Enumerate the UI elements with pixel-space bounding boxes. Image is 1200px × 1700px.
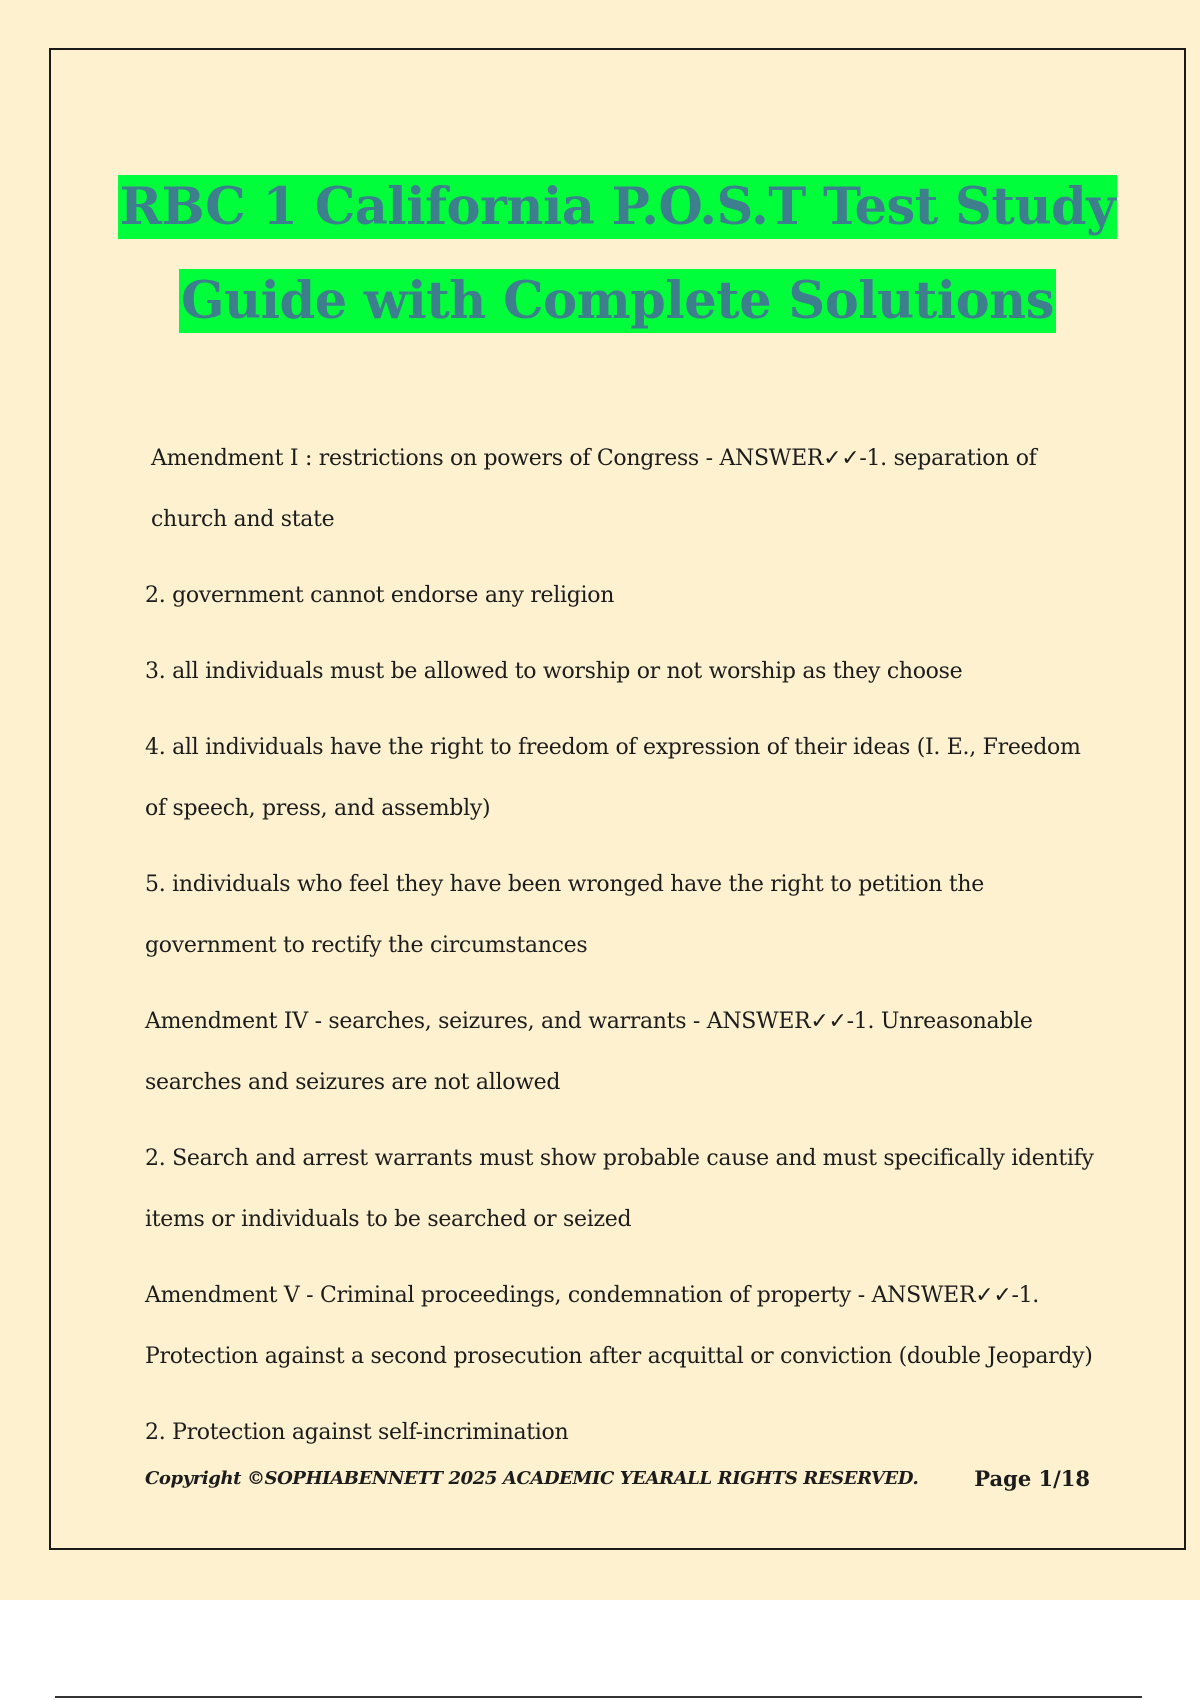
paragraph-amendment-1: Amendment I : restrictions on powers of Congress - ANSWER✓✓-1. separation of church and state <box>151 446 1037 532</box>
title-line-1-text: RBC 1 California P.O.S.T Test Study <box>119 177 1116 237</box>
document-body <box>145 428 1105 1478</box>
paragraph-item-4: 4. all individuals have the right to freedom of expression of their ideas (I. E., Freedom of speech, press, and assembly) <box>145 735 1081 821</box>
title-line-2-text: Guide with Complete Solutions <box>181 271 1054 331</box>
paragraph-amendment-4: Amendment IV - searches, seizures, and warrants - ANSWER✓✓-1. Unreasonable searches and seizures are not allowed <box>145 1009 1033 1095</box>
paragraph-amendment-5: Amendment V - Criminal proceedings, condemnation of property - ANSWER✓✓-1. Protection against a second prosecution after acquittal or conviction (double Jeopardy) <box>145 1283 1093 1369</box>
copyright-notice: Copyright ©SOPHIABENNETT 2025 ACADEMIC YEARALL RIGHTS RESERVED. <box>145 1468 919 1489</box>
paragraph-amendment-4-item-2: 2. Search and arrest warrants must show probable cause and must specifically identify items or individuals to be searched or seized <box>145 1146 1094 1232</box>
title-line-1 <box>0 160 1200 254</box>
bottom-divider <box>55 1696 1142 1698</box>
page-footer <box>145 1468 1090 1498</box>
paragraph-item-2: 2. government cannot endorse any religion <box>145 583 615 608</box>
paragraph-amendment-5-item-2: 2. Protection against self-incrimination <box>145 1420 569 1445</box>
title-line-2 <box>0 254 1200 348</box>
paragraph-item-3: 3. all individuals must be allowed to worship or not worship as they choose <box>145 659 963 684</box>
paragraph-item-5: 5. individuals who feel they have been wronged have the right to petition the government to rectify the circumstances <box>145 872 984 958</box>
page-number: Page 1/18 <box>974 1466 1090 1491</box>
document-title <box>0 160 1200 348</box>
